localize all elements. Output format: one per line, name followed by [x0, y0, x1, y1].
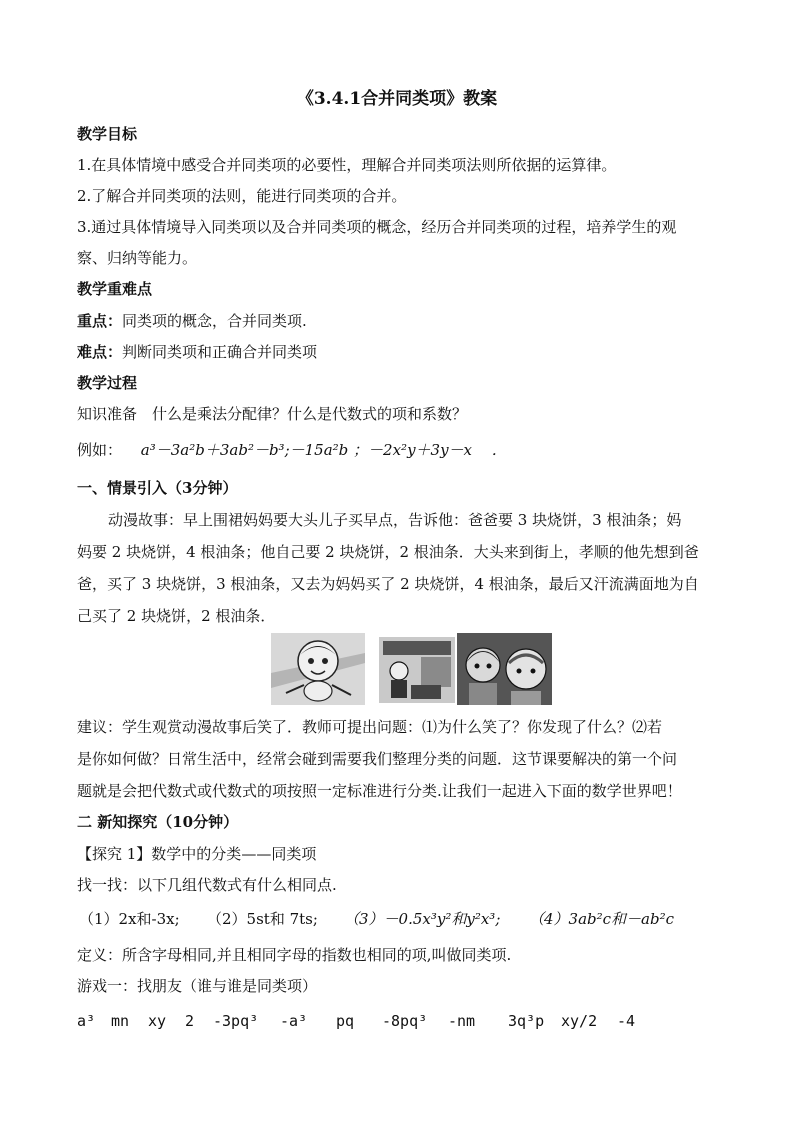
- story-line-3: 爸，买了 3 块烧饼，3 根油条，又去为妈妈买了 2 块烧饼，4 根油条，最后又汗流满面地为自: [77, 575, 699, 593]
- suggestion-line-1: 建议：学生观赏动漫故事后笑了．教师可提出问题：⑴为什么笑了？你发现了什么？⑵若: [77, 718, 663, 736]
- group-2: （2）5st和 7ts;: [207, 910, 318, 928]
- story-line-2: 妈要 2 块烧饼，4 根油条；他自己要 2 块烧饼，2 根油条．大头来到街上，孝顺的他先想到爸: [77, 543, 699, 561]
- definition: 定义：所含字母相同,并且相同字母的指数也相同的项,叫做同类项.: [77, 946, 512, 964]
- cartoon-panel-flying-boy: [271, 633, 365, 705]
- term: -nm: [448, 1012, 476, 1030]
- knowledge-prep: 知识准备 什么是乘法分配律？什么是代数式的项和系数？: [77, 405, 468, 423]
- term: -8pq³: [382, 1012, 428, 1030]
- game-prompt: 游戏一：找朋友（谁与谁是同类项）: [77, 977, 318, 995]
- group-3: （3）－0.5x³y²和y²x³;: [344, 910, 501, 928]
- difficult-label: 难点：: [77, 343, 123, 361]
- suggestion-line-3: 题就是会把代数式或代数式的项按照一定标准进行分类.让我们一起进入下面的数学世界吧！: [77, 782, 682, 800]
- term: mn: [111, 1012, 130, 1030]
- group-4: （4）3ab²c和－ab²c: [529, 910, 675, 928]
- cartoon-panel-street-shop: [379, 637, 455, 703]
- story-line-4: 己买了 2 块烧饼，2 根油条．: [77, 607, 276, 625]
- difficult-point-line: [77, 342, 317, 362]
- example-label: 例如：: [77, 441, 123, 459]
- objective-3: 3.通过具体情境导入同类项以及合并同类项的概念，经历合并同类项的过程，培养学生的观: [77, 218, 677, 236]
- term: pq: [336, 1012, 355, 1030]
- process-heading: 教学过程: [77, 374, 138, 392]
- term: -4: [617, 1012, 636, 1030]
- document-title: 《3.4.1合并同类项》教案: [296, 89, 498, 109]
- term: 3q³p: [508, 1012, 545, 1030]
- key-label: 重点：: [77, 312, 123, 330]
- term: a³: [77, 1012, 96, 1030]
- example-line: [77, 440, 507, 460]
- difficult-text: 判断同类项和正确合并同类项: [122, 343, 318, 361]
- explore-label: 【探究 1】数学中的分类——同类项: [77, 845, 317, 863]
- example-separator: ;: [284, 441, 290, 459]
- objective-1: 1.在具体情境中感受合并同类项的必要性，理解合并同类项法则所依据的运算律。: [77, 156, 617, 174]
- term: -a³: [280, 1012, 308, 1030]
- term: xy/2: [561, 1012, 598, 1030]
- section1-heading: 一、情景引入（3分钟）: [77, 479, 238, 497]
- objective-2: 2.了解合并同类项的法则，能进行同类项的合并。: [77, 187, 407, 205]
- group-1: （1）2x和-3x;: [79, 910, 180, 928]
- cartoon-panel-mother-and-son: [457, 633, 552, 705]
- suggestion-line-2: 是你如何做？日常生活中，经常会碰到需要我们整理分类的问题．这节课要解决的第一个问: [77, 750, 678, 768]
- game-terms-row: [77, 1012, 717, 1034]
- story-line-1: 动漫故事：早上围裙妈妈要大头儿子买早点，告诉他：爸爸要 3 块烧饼，3 根油条；妈: [108, 511, 682, 529]
- term: xy: [148, 1012, 167, 1030]
- objective-3-cont: 察、归纳等能力。: [77, 249, 198, 267]
- key-text: 同类项的概念，合并同类项.: [122, 312, 307, 330]
- key-point-line: [77, 311, 307, 331]
- example-expression-a: a³－3a²b＋3ab²－b³: [140, 441, 285, 459]
- objectives-heading: 教学目标: [77, 125, 138, 143]
- term: 2: [185, 1012, 195, 1030]
- key-points-heading: 教学重难点: [77, 280, 153, 298]
- section2-heading: 二 新知探究（10分钟）: [77, 813, 239, 831]
- find-prompt: 找一找：以下几组代数式有什么相同点.: [77, 876, 337, 894]
- cartoon-images: [271, 633, 552, 705]
- term: -3pq³: [213, 1012, 259, 1030]
- example-expression-b: －15a²b ；－2x²y＋3y－x ．: [289, 441, 507, 459]
